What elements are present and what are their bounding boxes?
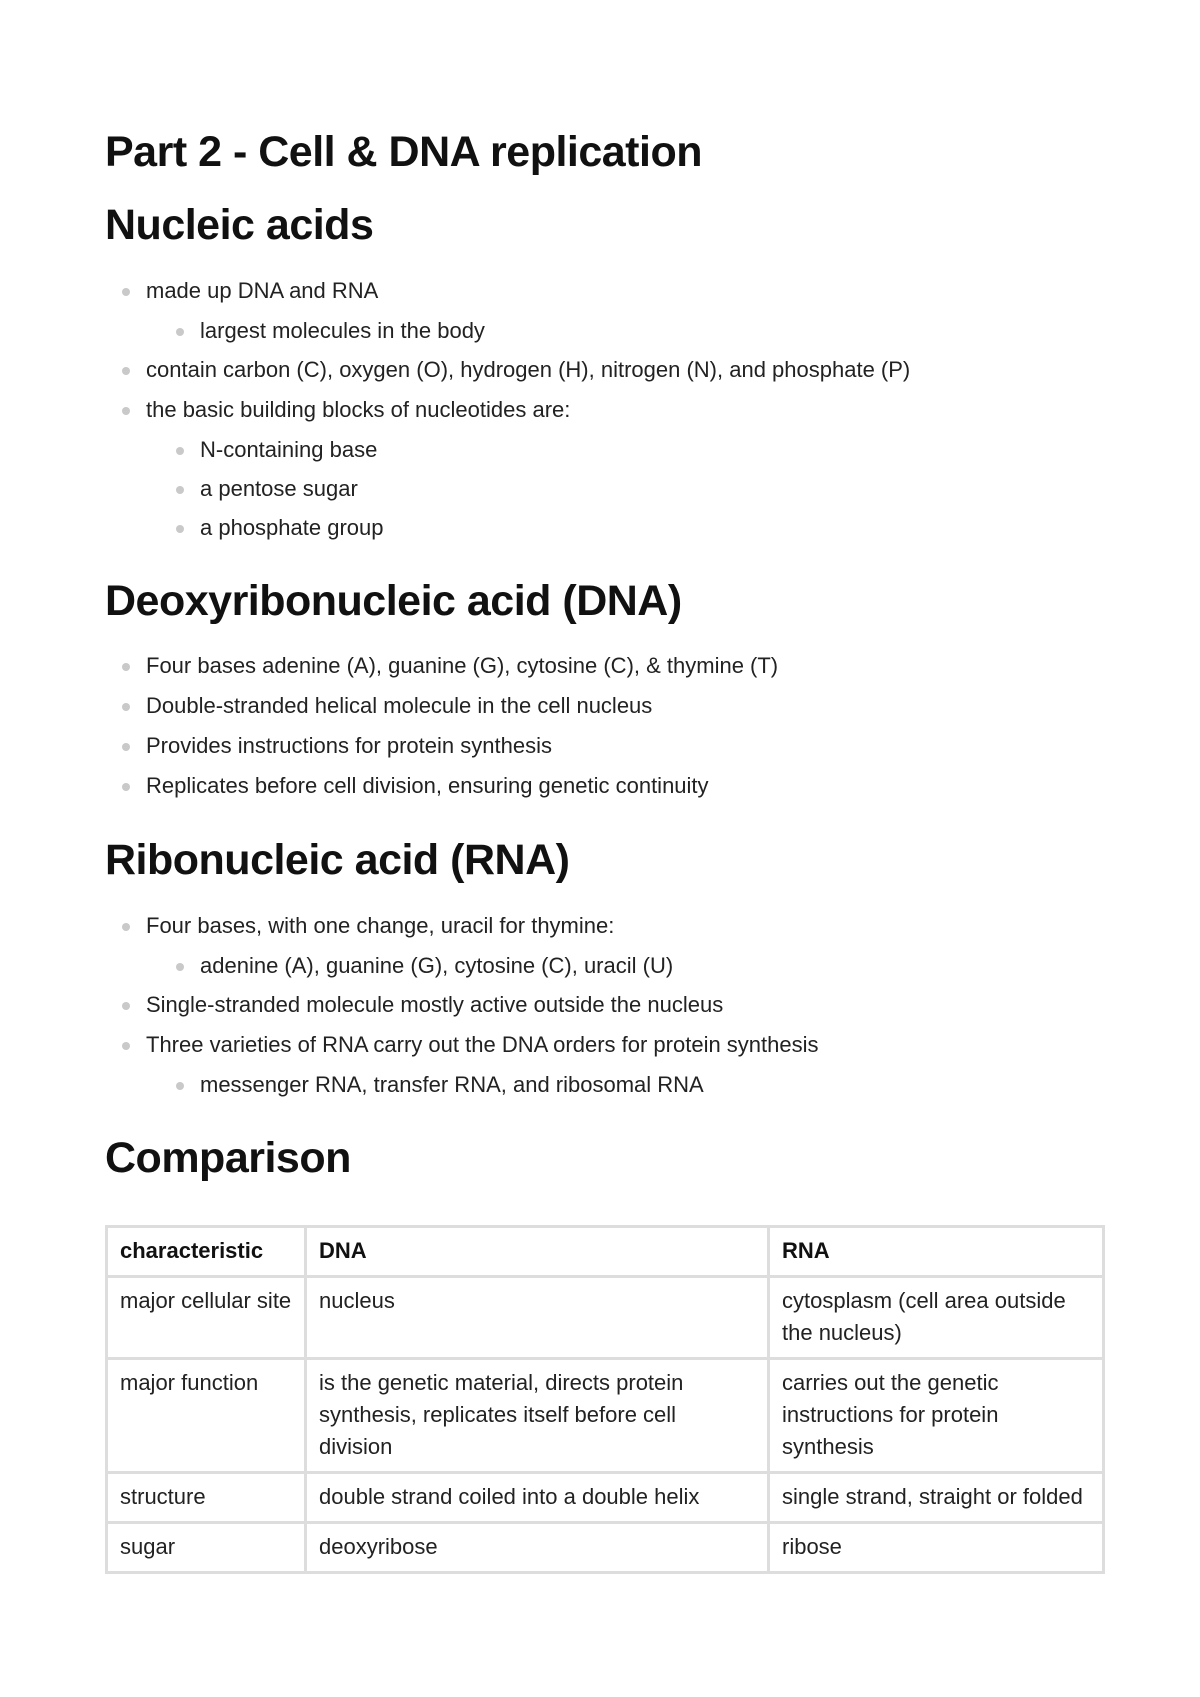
- dna-list: [105, 646, 1100, 806]
- heading-rna: Ribonucleic acid (RNA): [105, 836, 570, 885]
- heading-dna: Deoxyribonucleic acid (DNA): [105, 576, 682, 625]
- list-item: Double-stranded helical molecule in the cell nucleus: [105, 686, 1100, 726]
- sub-list-item: N-containing base: [146, 430, 1100, 469]
- list-item: [105, 390, 1100, 547]
- nucleic-acids-list: [105, 271, 1100, 547]
- sub-list: [146, 311, 1100, 350]
- list-item-text: the basic building blocks of nucleotides are:: [146, 396, 571, 422]
- list-item: Single-stranded molecule mostly active outside the nucleus: [105, 985, 1100, 1025]
- table-row: [107, 1277, 1104, 1359]
- sub-list-item: messenger RNA, transfer RNA, and ribosomal RNA: [146, 1065, 1100, 1104]
- list-item: [105, 271, 1100, 350]
- list-item: [105, 906, 1100, 985]
- list-item: Four bases adenine (A), guanine (G), cytosine (C), & thymine (T): [105, 646, 1100, 686]
- rna-list: [105, 906, 1100, 1104]
- list-item: [105, 1025, 1100, 1104]
- table-cell: carries out the genetic instructions for protein synthesis: [769, 1359, 1104, 1473]
- table-header-row: [107, 1227, 1104, 1277]
- sub-list-item: a pentose sugar: [146, 469, 1100, 508]
- heading-comparison: Comparison: [105, 1133, 351, 1182]
- list-item: Provides instructions for protein synthesis: [105, 726, 1100, 766]
- table-row: [107, 1473, 1104, 1523]
- table-cell: deoxyribose: [306, 1523, 769, 1573]
- table-cell: nucleus: [306, 1277, 769, 1359]
- heading-nucleic-acids: Nucleic acids: [105, 201, 374, 250]
- list-item: Replicates before cell division, ensuring genetic continuity: [105, 766, 1100, 806]
- sub-list: [146, 430, 1100, 547]
- table-cell: major function: [107, 1359, 306, 1473]
- list-item-text: Three varieties of RNA carry out the DNA orders for protein synthesis: [146, 1031, 819, 1057]
- table-cell: single strand, straight or folded: [769, 1473, 1104, 1523]
- table-header-cell: RNA: [769, 1227, 1104, 1277]
- sub-list: [146, 946, 1100, 985]
- table-cell: structure: [107, 1473, 306, 1523]
- table-cell: major cellular site: [107, 1277, 306, 1359]
- sub-list: [146, 1065, 1100, 1104]
- table-cell: cytosplasm (cell area outside the nucleus): [769, 1277, 1104, 1359]
- page-title: Part 2 - Cell & DNA replication: [105, 128, 702, 176]
- list-item-text: made up DNA and RNA: [146, 277, 379, 303]
- table-header-cell: characteristic: [107, 1227, 306, 1277]
- comparison-table: [105, 1225, 1105, 1574]
- list-item: contain carbon (C), oxygen (O), hydrogen (H), nitrogen (N), and phosphate (P): [105, 350, 1100, 390]
- table-cell: double strand coiled into a double helix: [306, 1473, 769, 1523]
- sub-list-item: adenine (A), guanine (G), cytosine (C), uracil (U): [146, 946, 1100, 985]
- table-cell: ribose: [769, 1523, 1104, 1573]
- table-row: [107, 1523, 1104, 1573]
- table-row: [107, 1359, 1104, 1473]
- table-header-cell: DNA: [306, 1227, 769, 1277]
- table-cell: sugar: [107, 1523, 306, 1573]
- table-cell: is the genetic material, directs protein synthesis, replicates itself before cell division: [306, 1359, 769, 1473]
- list-item-text: Four bases, with one change, uracil for thymine:: [146, 912, 615, 938]
- sub-list-item: a phosphate group: [146, 508, 1100, 547]
- sub-list-item: largest molecules in the body: [146, 311, 1100, 350]
